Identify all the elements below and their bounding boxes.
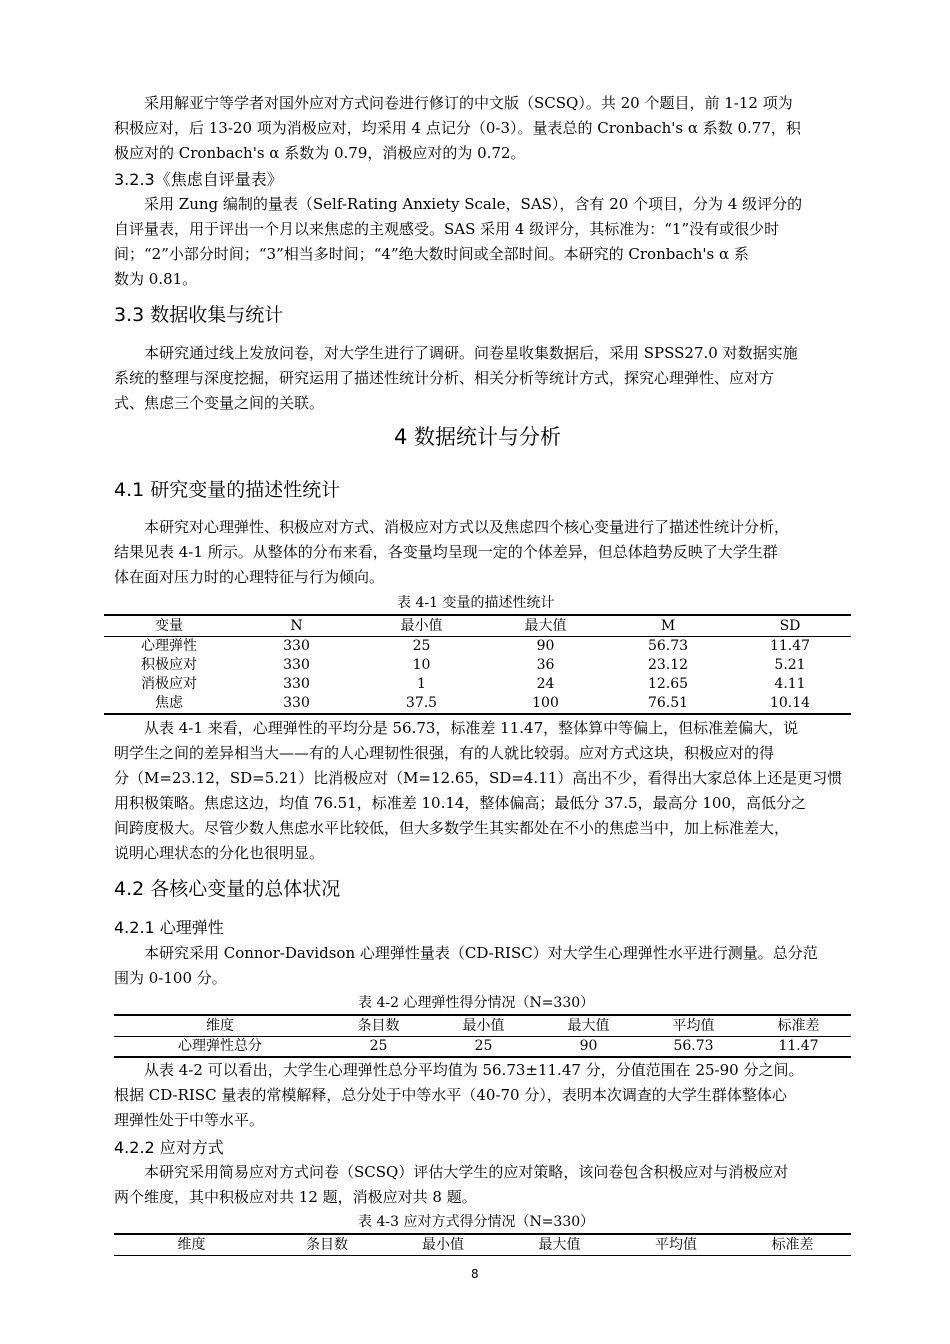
chapter-title: 4 数据统计与分析 [394, 425, 562, 449]
table-top-rule [104, 614, 851, 616]
column-header: 标准差 [734, 1236, 851, 1256]
text-line: 采用 Zung 编制的量表（Self-Rating Anxiety Scale，SAS），含有 20 个项目，分为 4 级评分的 [114, 195, 803, 213]
column-header: 最大值 [536, 1017, 641, 1037]
table-cell: 1 [417, 676, 426, 692]
table-cell: 消极应对 [141, 676, 197, 692]
table-cell: 25 [369, 1038, 388, 1054]
table-cell: 76.51 [647, 695, 689, 711]
table-4-2-caption: 表 4-2 心理弹性得分情况（N=330） [358, 995, 595, 1011]
heading-3-2-3: 3.2.3《焦虑自评量表》 [114, 170, 283, 189]
text-line: 分（M=23.12，SD=5.21）比消极应对（M=12.65，SD=4.11）高出不少，看得出大家总体上还是更习惯 [114, 769, 843, 787]
text-line: 体在面对压力时的心理特征与行为倾向。 [114, 568, 385, 586]
column-header: 维度 [114, 1236, 269, 1256]
heading-3-3: 3.3 数据收集与统计 [114, 304, 284, 326]
table-4-1 [104, 617, 851, 713]
table-cell: 25 [412, 638, 431, 654]
page-number: 8 [471, 1267, 479, 1281]
paragraph-scsq-coping [114, 1160, 859, 1210]
table-cell: 330 [283, 695, 310, 711]
paragraph-cd-risc [114, 941, 859, 991]
table-row [104, 675, 851, 694]
column-header: 最小值 [359, 617, 484, 637]
table-cell: 36 [536, 657, 555, 673]
table-cell: 10.14 [769, 695, 811, 711]
table-top-rule [114, 1014, 851, 1016]
table-top-rule [114, 1233, 851, 1235]
heading-4-2-1: 4.2.1 心理弹性 [114, 918, 224, 937]
table-cell: 90 [536, 638, 555, 654]
column-header: N [234, 617, 359, 637]
text-line: 说明心理状态的分化也很明显。 [114, 844, 325, 862]
column-header: 维度 [114, 1017, 326, 1037]
column-header: 条目数 [269, 1236, 385, 1256]
column-header: 标准差 [746, 1017, 851, 1037]
text-line: 间；“2”小部分时间；“3”相当多时间；“4”绝大数时间或全部时间。本研究的 Cronbach's α 系 [114, 245, 749, 263]
table-cell: 焦虑 [155, 695, 183, 711]
column-header: 最大值 [484, 617, 607, 637]
table-cell: 5.21 [774, 657, 806, 673]
text-line: 理弹性处于中等水平。 [114, 1111, 265, 1129]
paragraph-table-4-2-analysis [114, 1058, 859, 1133]
table-cell: 56.73 [647, 638, 689, 654]
text-line: 间跨度极大。尽管少数人焦虑水平比较低，但大多数学生其实都处在不小的焦虑当中，加上标准差大， [114, 819, 790, 837]
text-line: 数为 0.81。 [114, 270, 198, 288]
text-line: 本研究对心理弹性、积极应对方式、消极应对方式以及焦虑四个核心变量进行了描述性统计分析， [114, 518, 790, 536]
column-header: 条目数 [326, 1017, 431, 1037]
text-line: 极应对的 Cronbach's α 系数为 0.79，消极应对的为 0.72。 [114, 144, 526, 162]
column-header: 平均值 [641, 1017, 746, 1037]
text-line: 围为 0-100 分。 [114, 969, 227, 987]
table-cell: 330 [283, 657, 310, 673]
table-row [104, 694, 851, 713]
heading-4-2-2: 4.2.2 应对方式 [114, 1138, 224, 1157]
table-cell: 37.5 [405, 695, 438, 711]
table-cell: 11.47 [778, 1038, 819, 1054]
text-line: 本研究通过线上发放问卷，对大学生进行了调研。问卷星收集数据后，采用 SPSS27.0 对数据实施 [114, 344, 798, 362]
text-line: 根据 CD-RISC 量表的常模解释，总分处于中等水平（40-70 分），表明本次调查的大学生群体整体心 [114, 1086, 787, 1104]
table-cell: 心理弹性总分 [178, 1038, 262, 1054]
table-cell: 12.65 [647, 676, 689, 692]
column-header: 平均值 [618, 1236, 734, 1256]
table-row [114, 1037, 851, 1057]
table-cell: 心理弹性 [141, 638, 197, 654]
column-header: 变量 [104, 617, 234, 637]
table-header-row [104, 617, 851, 637]
heading-4-1: 4.1 研究变量的描述性统计 [114, 479, 341, 501]
table-cell: 330 [283, 676, 310, 692]
table-4-3-caption: 表 4-3 应对方式得分情况（N=330） [358, 1214, 595, 1230]
text-line: 从表 4-1 来看，心理弹性的平均分是 56.73，标准差 11.47，整体算中等偏上，但标准差偏大，说 [114, 719, 799, 737]
text-line: 积极应对，后 13-20 项为消极应对，均采用 4 点记分（0-3）。量表总的 Cronbach's α 系数 0.77，积 [114, 119, 801, 137]
table-cell: 10 [412, 657, 431, 673]
text-line: 采用解亚宁等学者对国外应对方式问卷进行修订的中文版（SCSQ）。共 20 个题目，前 1-12 项为 [114, 94, 793, 112]
column-header: M [607, 617, 729, 637]
table-4-1-caption: 表 4-1 变量的描述性统计 [397, 595, 555, 611]
heading-4-2: 4.2 各核心变量的总体状况 [114, 878, 341, 900]
table-cell: 23.12 [647, 657, 689, 673]
paragraph-descriptive [114, 515, 859, 590]
table-cell: 11.47 [769, 638, 811, 654]
table-cell: 积极应对 [141, 657, 197, 673]
paragraph-scsq [114, 91, 859, 166]
text-line: 自评量表，用于评出一个月以来焦虑的主观感受。SAS 采用 4 级评分，其标准为：“1”没有或很少时 [114, 220, 780, 238]
column-header: 最小值 [431, 1017, 536, 1037]
table-header-row [114, 1017, 851, 1037]
table-cell: 4.11 [774, 676, 806, 692]
table-row [104, 637, 851, 657]
text-line: 系统的整理与深度挖掘，研究运用了描述性统计分析、相关分析等统计方式，探究心理弹性、应对方 [114, 369, 775, 387]
table-header-row [114, 1236, 851, 1256]
table-cell: 100 [532, 695, 559, 711]
table-cell: 90 [579, 1038, 598, 1054]
table-4-3 [114, 1236, 851, 1256]
column-header: 最大值 [501, 1236, 618, 1256]
text-line: 式、焦虑三个变量之间的关联。 [114, 394, 325, 412]
text-line: 结果见表 4-1 所示。从整体的分布来看，各变量均呈现一定的个体差异，但总体趋势反映了大学生群 [114, 543, 778, 561]
table-cell: 24 [536, 676, 555, 692]
table-4-2 [114, 1017, 851, 1056]
table-cell: 330 [283, 638, 310, 654]
text-line: 明学生之间的差异相当大——有的人心理韧性很强，有的人就比较弱。应对方式这块，积极应对的得 [114, 744, 775, 762]
column-header: 最小值 [385, 1236, 501, 1256]
paragraph-table-4-1-analysis [114, 716, 874, 866]
table-cell: 25 [474, 1038, 493, 1054]
text-line: 本研究采用简易应对方式问卷（SCSQ）评估大学生的应对策略，该问卷包含积极应对与消极应对 [114, 1163, 789, 1181]
column-header: SD [729, 617, 851, 637]
text-line: 两个维度，其中积极应对共 12 题，消极应对共 8 题。 [114, 1188, 477, 1206]
text-line: 用积极策略。焦虑这边，均值 76.51，标准差 10.14，整体偏高；最低分 37.5，最高分 100，高低分之 [114, 794, 806, 812]
text-line: 从表 4-2 可以看出，大学生心理弹性总分平均值为 56.73±11.47 分，分值范围在 25-90 分之间。 [114, 1061, 804, 1079]
paragraph-data-collection [114, 341, 859, 416]
table-cell: 56.73 [673, 1038, 714, 1054]
table-row [104, 656, 851, 675]
table-bottom-rule [104, 713, 851, 715]
paragraph-sas [114, 192, 859, 292]
text-line: 本研究采用 Connor-Davidson 心理弹性量表（CD-RISC）对大学生心理弹性水平进行测量。总分范 [114, 944, 818, 962]
